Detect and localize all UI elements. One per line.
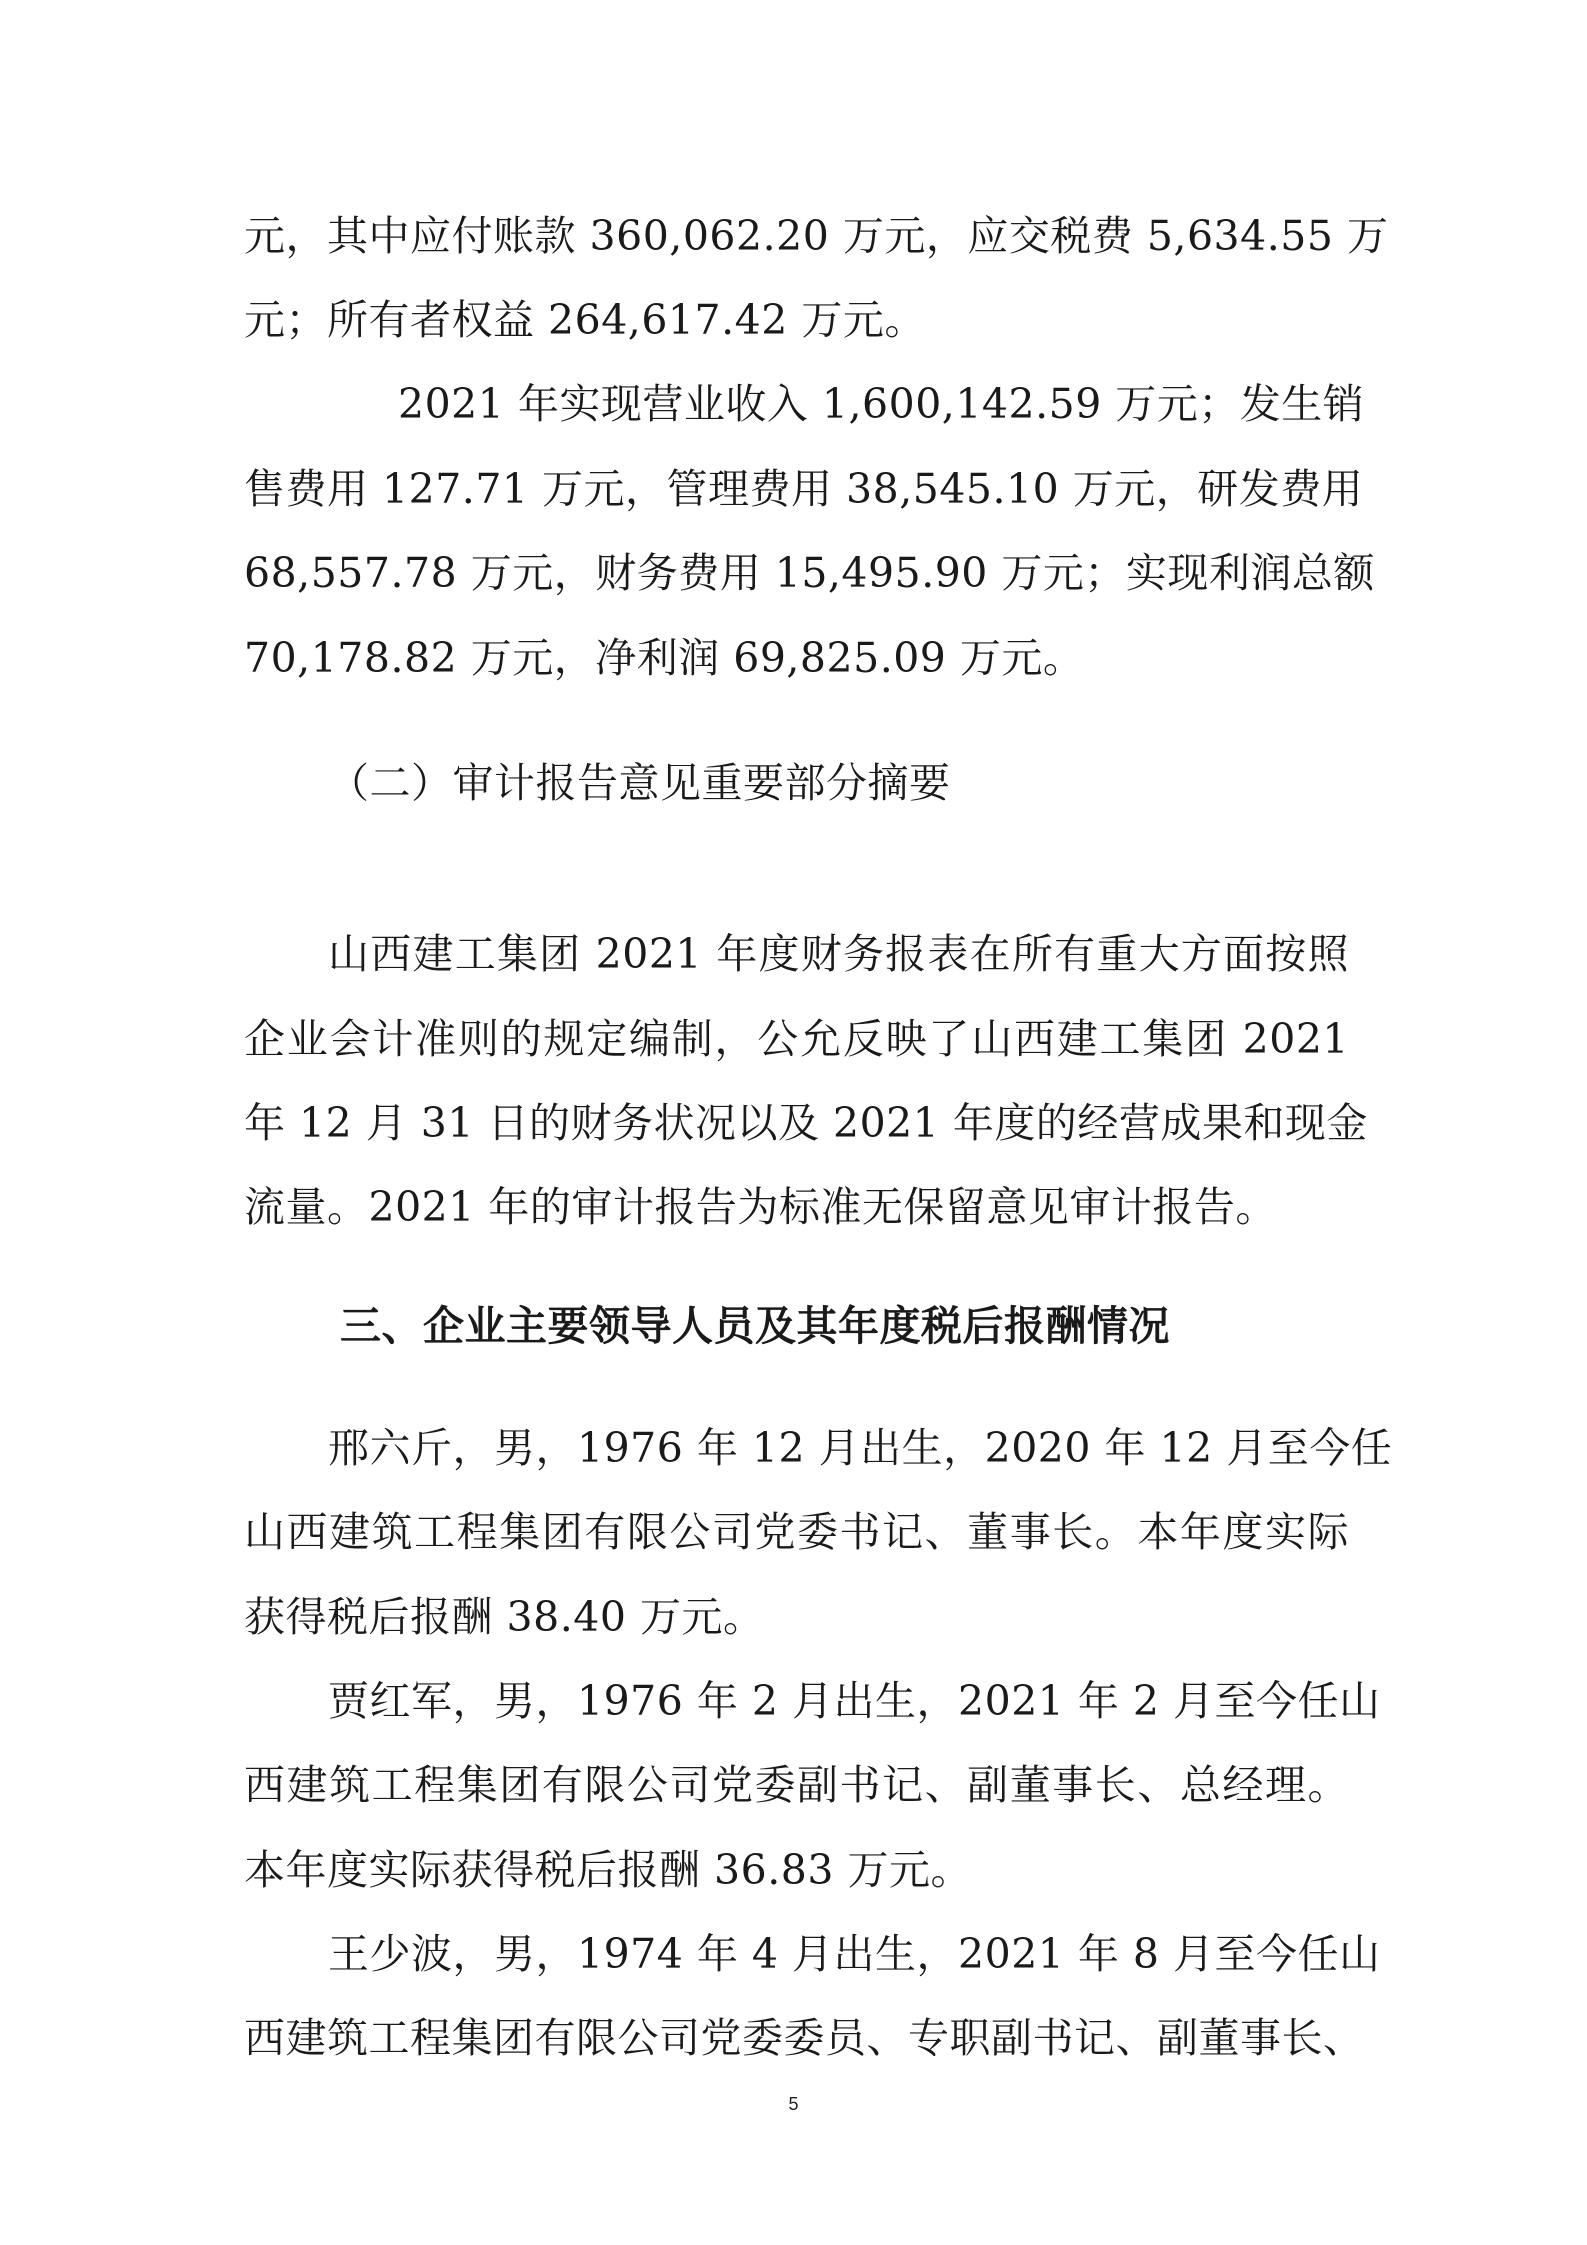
body-line: 邢六斤，男，1976 年 12 月出生，2020 年 12 月至今任 <box>328 1424 1393 1472</box>
section-heading: 三、企业主要领导人员及其年度税后报酬情况 <box>340 1302 1170 1350</box>
body-line: 贾红军，男，1976 年 2 月出生，2021 年 2 月至今任山 <box>328 1677 1381 1725</box>
body-line: 元，其中应付账款 360,062.20 万元，应交税费 5,634.55 万 <box>244 212 1389 260</box>
body-line: 企业会计准则的规定编制，公允反映了山西建工集团 2021 <box>244 1015 1349 1063</box>
body-line: 获得税后报酬 38.40 万元。 <box>244 1593 765 1641</box>
body-line: 山西建工集团 2021 年度财务报表在所有重大方面按照 <box>328 930 1349 978</box>
body-line: 元；所有者权益 264,617.42 万元。 <box>244 296 926 344</box>
body-line: 流量。2021 年的审计报告为标准无保留意见审计报告。 <box>244 1183 1277 1231</box>
body-line: 年 12 月 31 日的财务状况以及 2021 年度的经营成果和现金 <box>244 1099 1368 1147</box>
body-line: 本年度实际获得税后报酬 36.83 万元。 <box>244 1846 972 1894</box>
body-line: 2021 年实现营业收入 1,600,142.59 万元；发生销 <box>398 380 1365 428</box>
section-subheading: （二）审计报告意见重要部分摘要 <box>328 759 951 807</box>
body-line: 王少波，男，1974 年 4 月出生，2021 年 8 月至今任山 <box>328 1930 1381 1978</box>
body-line: 68,557.78 万元，财务费用 15,495.90 万元；实现利润总额 <box>244 549 1375 597</box>
page-number: 5 <box>788 2094 799 2114</box>
body-line: 70,178.82 万元，净利润 69,825.09 万元。 <box>244 634 1085 682</box>
body-line: 西建筑工程集团有限公司党委副书记、副董事长、总经理。 <box>244 1761 1349 1809</box>
body-line: 售费用 127.71 万元，管理费用 38,545.10 万元，研发费用 <box>244 465 1364 513</box>
body-line: 西建筑工程集团有限公司党委委员、专职副书记、副董事长、 <box>244 2014 1365 2062</box>
body-line: 山西建筑工程集团有限公司党委书记、董事长。本年度实际 <box>244 1508 1349 1556</box>
